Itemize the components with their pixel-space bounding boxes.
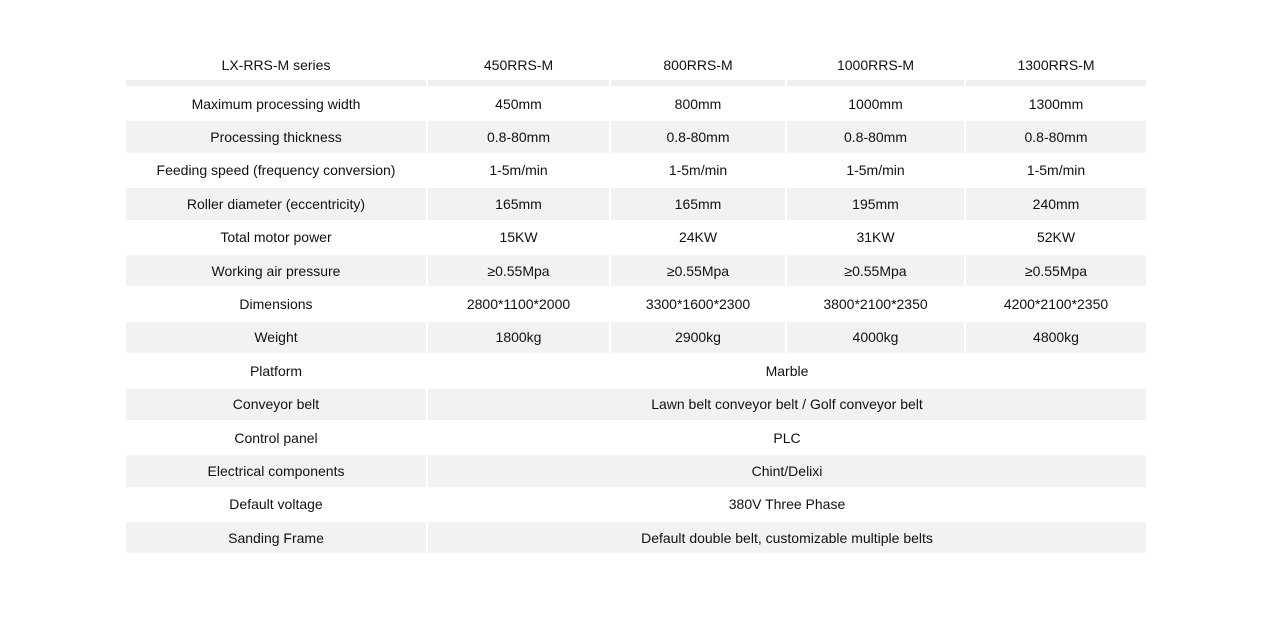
row-label: Default voltage	[229, 496, 323, 513]
table-row	[126, 255, 1146, 286]
spec-table	[124, 48, 1148, 555]
table-cell: 1-5m/min	[668, 162, 728, 179]
row-label: Dimensions	[239, 296, 313, 313]
model-header-800: 800RRS-M	[611, 50, 785, 86]
table-cell: 52KW	[1036, 229, 1076, 246]
table-cell: 24KW	[678, 229, 718, 246]
table-cell: 195mm	[787, 188, 964, 219]
row-label: Roller diameter (eccentricity)	[126, 188, 426, 219]
table-cell: Chint/Delixi	[428, 455, 1146, 486]
table-cell: 165mm	[428, 188, 609, 219]
table-cell: Lawn belt conveyor belt / Golf conveyor belt	[428, 389, 1146, 420]
table-row	[126, 121, 1146, 152]
table-cell: 31KW	[856, 229, 895, 246]
table-cell: 450mm	[495, 95, 542, 112]
table-row	[126, 455, 1146, 486]
table-cell: 380V Three Phase	[728, 496, 846, 513]
row-label: Platform	[249, 362, 303, 379]
table-row	[126, 88, 1146, 119]
table-cell: ≥0.55Mpa	[611, 255, 785, 286]
row-label: Electrical components	[126, 455, 426, 486]
table-cell: 0.8-80mm	[787, 121, 964, 152]
row-label: Working air pressure	[126, 255, 426, 286]
table-cell: PLC	[773, 429, 801, 446]
table-row	[126, 522, 1146, 553]
table-cell: 1-5m/min	[489, 162, 548, 179]
table-cell: ≥0.55Mpa	[428, 255, 609, 286]
table-cell: 4800kg	[966, 322, 1146, 353]
row-label: Conveyor belt	[126, 389, 426, 420]
model-header-1000: 1000RRS-M	[787, 50, 964, 86]
table-row	[126, 155, 1146, 186]
table-row	[126, 389, 1146, 420]
header-row	[126, 50, 1146, 86]
table-cell: 165mm	[611, 188, 785, 219]
row-label: Total motor power	[220, 229, 332, 246]
table-cell: ≥0.55Mpa	[787, 255, 964, 286]
table-cell: 2800*1100*2000	[466, 296, 571, 313]
row-label: Weight	[126, 322, 426, 353]
table-cell: 1000mm	[848, 95, 903, 112]
table-row	[126, 288, 1146, 319]
table-cell: 1300mm	[1028, 95, 1084, 112]
table-row	[126, 322, 1146, 353]
table-cell: 0.8-80mm	[966, 121, 1146, 152]
table-cell: 0.8-80mm	[428, 121, 609, 152]
table-cell: 1-5m/min	[1026, 162, 1086, 179]
table-cell: 2900kg	[611, 322, 785, 353]
table-cell: 0.8-80mm	[611, 121, 785, 152]
table-cell: 1800kg	[428, 322, 609, 353]
row-label: Processing thickness	[126, 121, 426, 152]
table-cell: Marble	[765, 362, 809, 379]
table-cell: 15KW	[499, 229, 538, 246]
table-row	[126, 422, 1146, 453]
table-row	[126, 222, 1146, 253]
series-label: LX-RRS-M series	[126, 50, 426, 86]
table-row	[126, 188, 1146, 219]
table-row	[126, 355, 1146, 386]
table-cell: 240mm	[966, 188, 1146, 219]
table-row	[126, 489, 1146, 520]
table-cell: 3300*1600*2300	[645, 296, 751, 313]
table-cell: ≥0.55Mpa	[966, 255, 1146, 286]
row-label: Control panel	[234, 429, 318, 446]
table-cell: 1-5m/min	[846, 162, 905, 179]
table-cell: Default double belt, customizable multiple belts	[428, 522, 1146, 553]
spec-table-body	[126, 50, 1146, 553]
table-cell: 3800*2100*2350	[823, 296, 928, 313]
table-cell: 4200*2100*2350	[1003, 296, 1109, 313]
row-label: Sanding Frame	[126, 522, 426, 553]
model-header-1300: 1300RRS-M	[966, 50, 1146, 86]
model-header-450: 450RRS-M	[428, 50, 609, 86]
row-label: Feeding speed (frequency conversion)	[156, 162, 396, 179]
row-label: Maximum processing width	[191, 95, 361, 112]
table-cell: 800mm	[674, 95, 722, 112]
table-cell: 4000kg	[787, 322, 964, 353]
